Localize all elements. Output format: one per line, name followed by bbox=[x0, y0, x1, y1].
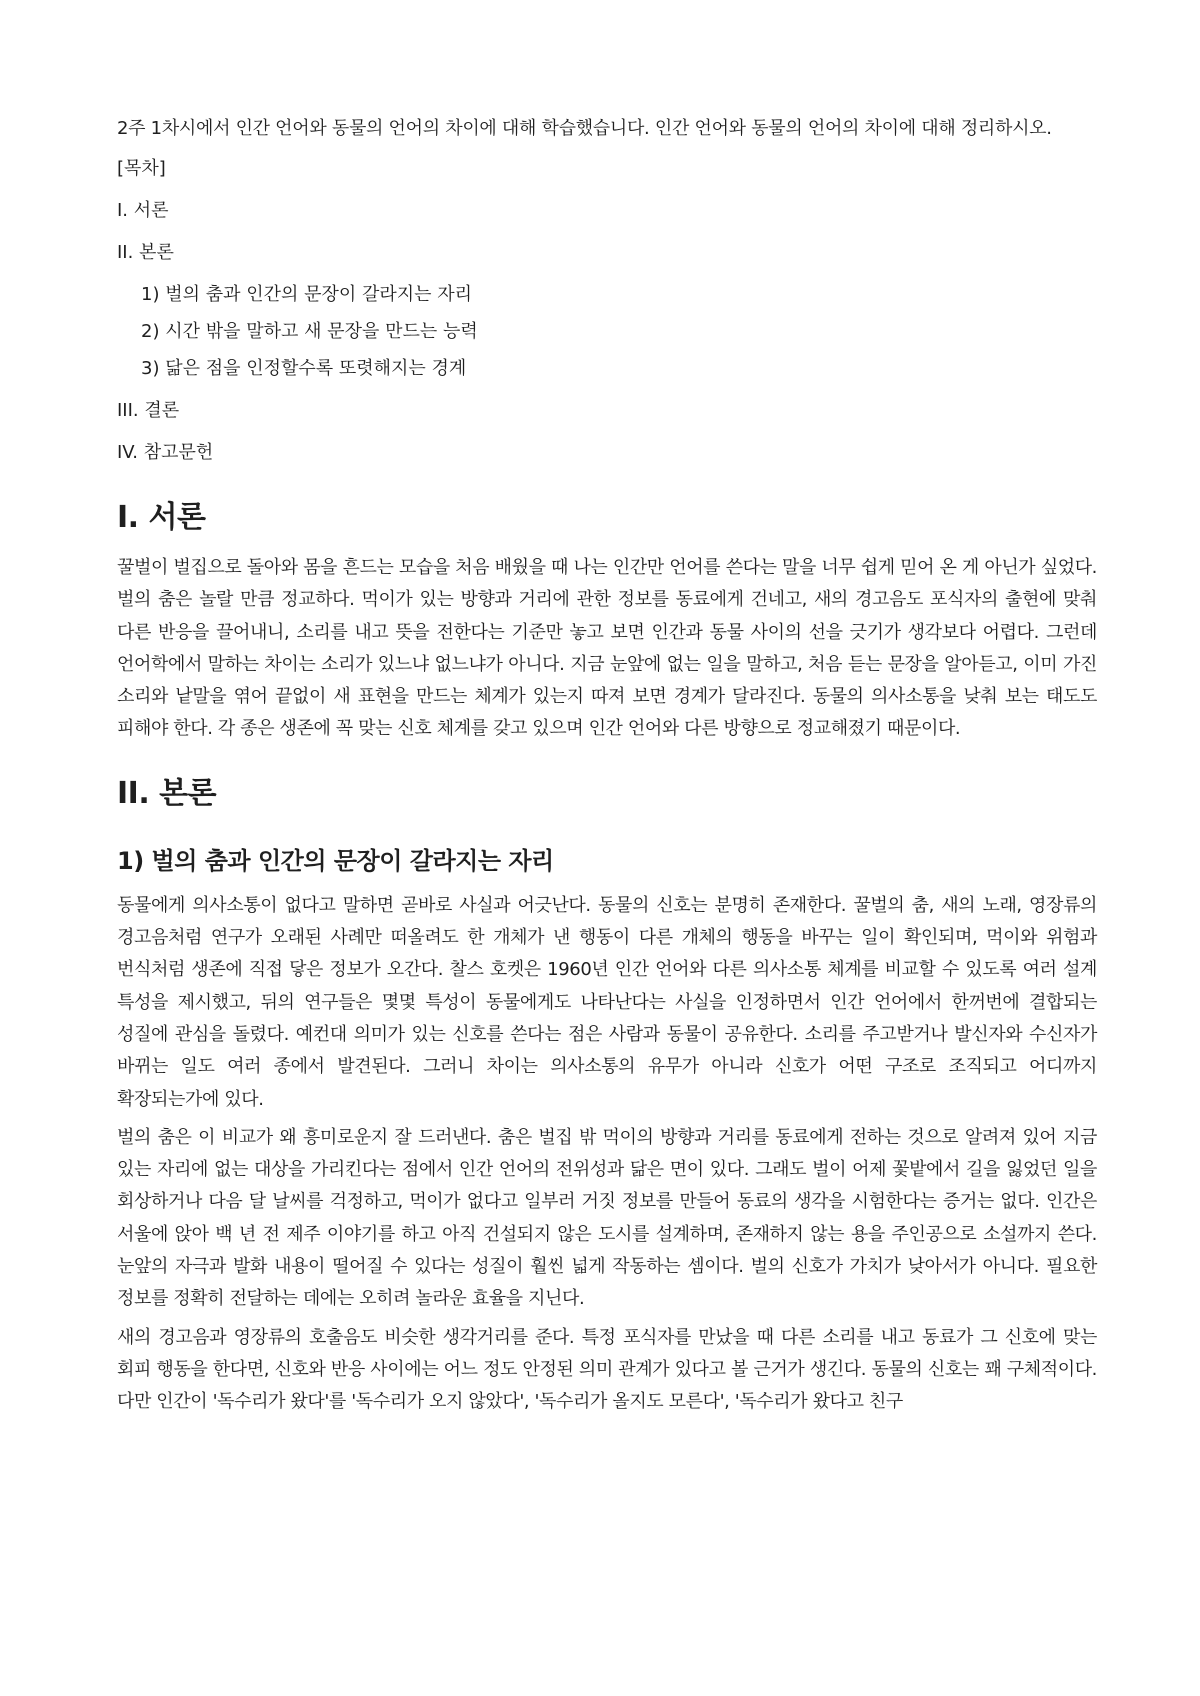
toc-subitem: 1) 벌의 춤과 인간의 문장이 갈라지는 자리 bbox=[141, 284, 473, 305]
section-heading-body: II. 본론 bbox=[117, 775, 217, 811]
subsection-heading-1: 1) 벌의 춤과 인간의 문장이 갈라지는 자리 bbox=[117, 846, 554, 875]
body-paragraph: 새의 경고음과 영장류의 호출음도 비슷한 생각거리를 준다. 특정 포식자를 만났을 때 다른 소리를 내고 동료가 그 신호에 맞는 회피 행동을 한다면, 신호와 반응 사이에는 어느 정도 안정된 의미 관계가 있다고 볼 근거가 생긴다. 동물의 신호는 꽤 구체적이다. 다만 인간이 '독수리가 왔다'를 '독수리가 오지 않았다', '독수리가 올지도 모른다', '독수리가 왔다고 친구 bbox=[117, 1326, 1097, 1413]
section-heading-introduction: I. 서론 bbox=[117, 500, 206, 535]
body-paragraph: 동물에게 의사소통이 없다고 말하면 곧바로 사실과 어긋난다. 동물의 신호는 분명히 존재한다. 꿀벌의 춤, 새의 노래, 영장류의 경고음처럼 연구가 오래된 사례만 떠올려도 한 개체가 낸 행동이 다른 개체의 행동을 바꾸는 일이 확인되며, 먹이와 위험과 번식처럼 생존에 직접 닿은 정보가 오간다. 찰스 호켓은 1960년 인간 언어와 다른 의사소통 체계를 비교할 수 있도록 여러 설계 특성을 제시했고, 뒤의 연구들은 몇몇 특성이 동물에게도 나타난다는 사실을 인정하면서 인간 언어에서 한꺼번에 결합되는 성질에 관심을 돌렸다. 예컨대 의미가 있는 신호를 쓴다는 점은 사람과 동물이 공유한다. 소리를 주고받거나 발신자와 수신자가 바뀌는 일도 여러 종에서 발견된다. 그러니 차이는 의사소통의 유무가 아니라 신호가 어떤 구조로 조직되고 어디까지 확장되는가에 있다. bbox=[117, 894, 1097, 1110]
assignment-prompt: 2주 1차시에서 인간 언어와 동물의 언어의 차이에 대해 학습했습니다. 인간 언어와 동물의 언어의 차이에 대해 정리하시오. bbox=[117, 118, 1052, 139]
introduction-paragraph: 꿀벌이 벌집으로 돌아와 몸을 흔드는 모습을 처음 배웠을 때 나는 인간만 언어를 쓴다는 말을 너무 쉽게 믿어 온 게 아닌가 싶었다. 벌의 춤은 놀랄 만큼 정교하다. 먹이가 있는 방향과 거리에 관한 정보를 동료에게 건네고, 새의 경고음도 포식자의 출현에 맞춰 다른 반응을 끌어내니, 소리를 내고 뜻을 전한다는 기준만 놓고 보면 인간과 동물 사이의 선을 긋기가 생각보다 어렵다. 그런데 언어학에서 말하는 차이는 소리가 있느냐 없느냐가 아니다. 지금 눈앞에 없는 일을 말하고, 처음 듣는 문장을 알아듣고, 이미 가진 소리와 낱말을 엮어 끝없이 새 표현을 만드는 체계가 있는지 따져 보면 경계가 달라진다. 동물의 의사소통을 낮춰 보는 태도도 피해야 한다. 각 종은 생존에 꼭 맞는 신호 체계를 갖고 있으며 인간 언어와 다른 방향으로 정교해졌기 때문이다. bbox=[117, 557, 1097, 740]
toc-item: III. 결론 bbox=[117, 400, 180, 421]
toc-item: IV. 참고문헌 bbox=[117, 442, 214, 463]
document-page bbox=[117, 112, 1097, 1425]
toc-subitem: 3) 닮은 점을 인정할수록 또렷해지는 경계 bbox=[141, 358, 467, 379]
toc-item: II. 본론 bbox=[117, 242, 174, 263]
toc-heading: [목차] bbox=[117, 158, 166, 179]
table-of-contents bbox=[117, 194, 1097, 470]
body-paragraph: 벌의 춤은 이 비교가 왜 흥미로운지 잘 드러낸다. 춤은 벌집 밖 먹이의 방향과 거리를 동료에게 전하는 것으로 알려져 있어 지금 있는 자리에 없는 대상을 가리킨다는 점에서 인간 언어의 전위성과 닮은 면이 있다. 그래도 벌이 어제 꽃밭에서 길을 잃었던 일을 회상하거나 다음 달 날씨를 걱정하고, 먹이가 없다고 일부러 거짓 정보를 만들어 동료의 생각을 시험한다는 증거는 없다. 인간은 서울에 앉아 백 년 전 제주 이야기를 하고 아직 건설되지 않은 도시를 설계하며, 존재하지 않는 용을 주인공으로 소설까지 쓴다. 눈앞의 자극과 발화 내용이 떨어질 수 있다는 성질이 훨씬 넓게 작동하는 셈이다. 벌의 신호가 가치가 낮아서가 아니다. 필요한 정보를 정확히 전달하는 데에는 오히려 놀라운 효율을 지닌다. bbox=[117, 1126, 1097, 1310]
toc-item: I. 서론 bbox=[117, 200, 169, 221]
toc-subitem: 2) 시간 밖을 말하고 새 문장을 만드는 능력 bbox=[141, 321, 478, 342]
